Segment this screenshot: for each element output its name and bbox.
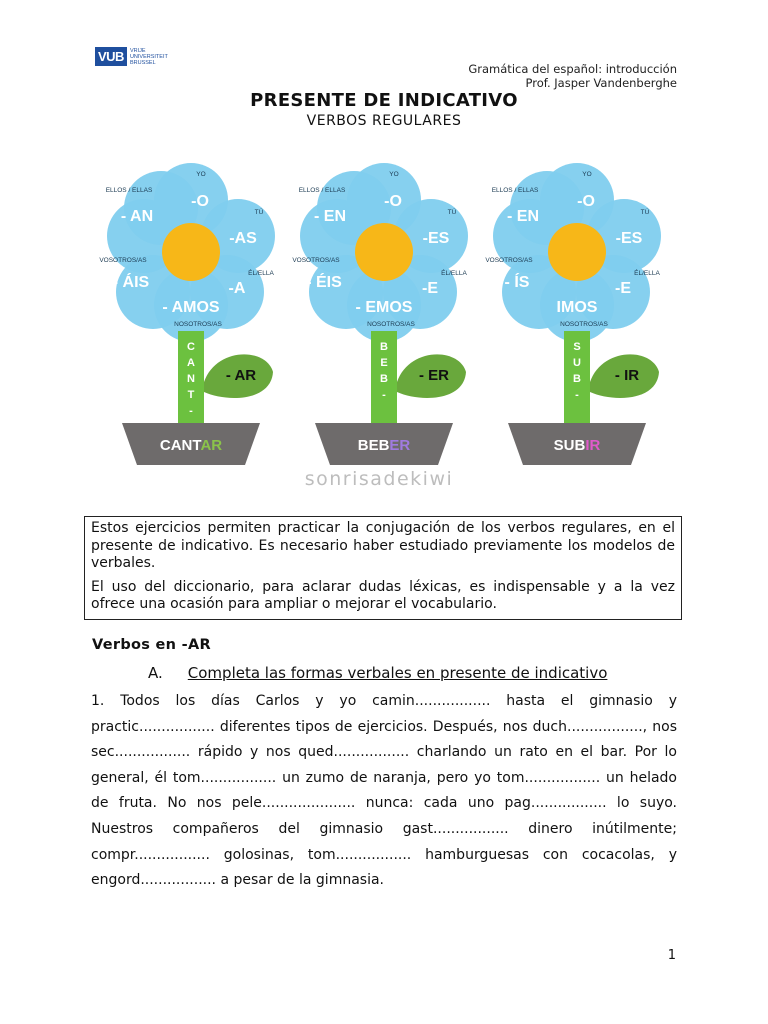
stem-letter: C (187, 341, 195, 353)
pronoun-label: VOSOTROS/AS (485, 257, 533, 264)
stem-letter: E (380, 357, 388, 369)
vub-logo (95, 47, 180, 66)
stem-letter: U (573, 357, 581, 369)
page-header (468, 62, 677, 90)
pronoun-label: ÉL/ELLA (441, 270, 467, 277)
flower-1 (99, 163, 275, 465)
leaf-label: - AR (225, 367, 257, 384)
intro-paragraph-1: Estos ejercicios permiten practicar la conjugación de los verbos regulares, en el presente de indicativo. Es necesario haber estudiado previamente los modelos de verbales. (91, 520, 675, 571)
ending-label: - EMOS (355, 299, 413, 316)
logo-mark: VUB (95, 47, 127, 66)
course-name: Gramática del español: introducción (468, 62, 677, 76)
flower-2 (292, 163, 468, 465)
ending-label: -A (228, 280, 246, 297)
pronoun-label: YO (582, 171, 592, 178)
ending-label: -E (615, 280, 631, 297)
logo-text: VRIJE UNIVERSITEIT BRUSSEL (129, 47, 168, 66)
ending-label: - EN (314, 208, 346, 225)
page-title: PRESENTE DE INDICATIVO (250, 90, 518, 111)
ending-label: - AN (120, 208, 154, 225)
intro-box (84, 516, 682, 620)
section-title: Verbos en -AR (92, 637, 211, 653)
ending-label: IMOS (556, 299, 598, 316)
pronoun-label: TÚ (640, 209, 650, 216)
stem-letter: - (382, 389, 386, 401)
pronoun-label: TÚ (254, 209, 264, 216)
ending-label: - ÉIS (306, 274, 342, 291)
page-number: 1 (667, 948, 676, 963)
stem-letter: B (380, 341, 388, 353)
verb-ending: IR (585, 437, 601, 454)
ending-label: - ÍS (504, 274, 530, 291)
pronoun-label: ELLOS / ELLAS (298, 187, 346, 194)
exercise-letter: A. (148, 664, 163, 682)
verb-stem: CANT (159, 437, 201, 454)
pronoun-label: ÉL/ELLA (634, 270, 660, 277)
ending-label: -O (577, 193, 595, 210)
stem-letter: B (573, 373, 581, 385)
professor-name: Prof. Jasper Vandenberghe (525, 76, 677, 90)
ending-label: -AS (229, 230, 257, 247)
verb-ending: AR (200, 437, 223, 454)
stem-letter: N (187, 373, 195, 385)
ending-label: - EN (507, 208, 539, 225)
pronoun-label: NOSOTROS/AS (560, 321, 608, 328)
ending-label: -O (384, 193, 402, 210)
stem-letter: S (573, 341, 581, 353)
page-subtitle: VERBOS REGULARES (306, 113, 462, 129)
flower-center (548, 223, 606, 281)
pronoun-label: YO (196, 171, 206, 178)
conjugation-flowers-illustration (94, 152, 676, 497)
stem-letter: T (187, 389, 195, 401)
leaf-label: - IR (614, 367, 640, 384)
ending-label: - AMOS (162, 299, 220, 316)
stem-letter: - (575, 389, 579, 401)
pronoun-label: TÚ (447, 209, 457, 216)
verb-stem: BEB (357, 437, 390, 454)
pronoun-label: NOSOTROS/AS (367, 321, 415, 328)
pot-verb-label (160, 437, 222, 454)
pot-verb-label (358, 437, 411, 454)
flower-center (355, 223, 413, 281)
exercise-paragraph: 1. Todos los días Carlos y yo camin................. hasta el gimnasio y practic................. diferentes tipos de ejercicios. Después, nos duch................., nos sec................. rápido y nos qued................. charlando un rato en el bar. Por lo general, él tom................. un zumo de naranja, pero yo tom................. un helado de fruta. No nos pele..................... nunca: cada uno pag................. lo suyo. Nuestros compañeros del gimnasio gast................. dinero inútilmente; compr................. golosinas, tom................. hamburguesas con cocacolas, y engord................. a pesar de la gimnasia. (91, 693, 677, 889)
exercise-heading (148, 664, 607, 682)
ending-label: -O (191, 193, 209, 210)
stem-letter: A (187, 357, 195, 369)
pronoun-label: NOSOTROS/AS (174, 321, 222, 328)
verb-ending: ER (389, 437, 411, 454)
ending-label: -E (422, 280, 438, 297)
pronoun-label: ELLOS / ELLAS (105, 187, 153, 194)
ending-label: -ES (422, 230, 450, 247)
stem-letter: - (189, 405, 193, 417)
watermark-text: sonrisadekiwi (304, 468, 454, 490)
pronoun-label: ELLOS / ELLAS (491, 187, 539, 194)
ending-label: - ÁIS (112, 274, 150, 291)
verb-stem: SUB (553, 437, 586, 454)
leaf-label: - ER (419, 367, 449, 384)
pronoun-label: VOSOTROS/AS (99, 257, 147, 264)
exercise-instruction: Completa las formas verbales en presente de indicativo (187, 664, 608, 682)
pronoun-label: VOSOTROS/AS (292, 257, 340, 264)
intro-paragraph-2: El uso del diccionario, para aclarar dudas léxicas, es indispensable y a la vez ofrece una ocasión para ampliar o mejorar el vocabulario. (91, 578, 675, 612)
ending-label: -ES (615, 230, 643, 247)
stem-letter: B (380, 373, 388, 385)
flower-center (162, 223, 220, 281)
pronoun-label: YO (389, 171, 399, 178)
flower-3 (485, 163, 661, 465)
pot-verb-label (554, 437, 601, 454)
pronoun-label: ÉL/ELLA (248, 270, 274, 277)
